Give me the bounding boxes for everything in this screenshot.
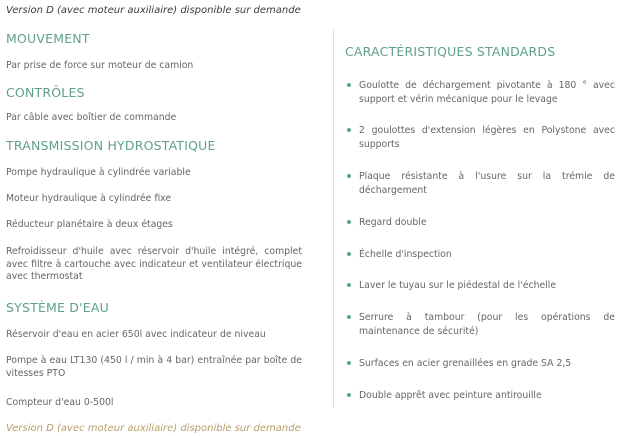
bullet-dot-icon [347, 83, 351, 87]
transmission-item-1: Pompe hydraulique à cylindrée variable [6, 167, 191, 178]
transmission-item-4: Refroidisseur d'huile avec réservoir d'huile intégré, complet avec filtre à cartouche avec indicateur et ventilateur électrique avec thermostat [6, 246, 302, 282]
transmission-item-3: Réducteur planétaire à deux étages [6, 219, 173, 230]
controles-item: Par câble avec boîtier de commande [6, 112, 177, 123]
column-divider [333, 30, 334, 408]
bullet-dot-icon [347, 315, 351, 319]
bullet-dot-icon [347, 283, 351, 287]
feature-item: Laver le tuyau sur le piédestal de l'échelle [347, 279, 615, 293]
bullet-dot-icon [347, 174, 351, 178]
feature-item: Regard double [347, 216, 615, 230]
section-title-transmission: TRANSMISSION HYDROSTATIQUE [6, 138, 216, 153]
transmission-item-2: Moteur hydraulique à cylindrée fixe [6, 193, 172, 204]
feature-item: Serrure à tambour (pour les opérations de maintenance de sécurité) [347, 311, 615, 338]
feature-item: Surfaces en acier grenaillées en grade SA 2,5 [347, 357, 615, 371]
section-title-controles: CONTRÔLES [6, 85, 85, 100]
standard-features-title: CARACTÉRISTIQUES STANDARDS [345, 44, 556, 59]
feature-item: Goulotte de déchargement pivotante à 180 ° avec support et vérin mécanique pour le levage [347, 79, 615, 106]
section-title-mouvement: MOUVEMENT [6, 31, 90, 46]
bullet-dot-icon [347, 220, 351, 224]
feature-item: Plaque résistante à l'usure sur la trémie de déchargement [347, 170, 615, 197]
bullet-dot-icon [347, 128, 351, 132]
feature-item: Double apprêt avec peinture antirouille [347, 389, 615, 403]
feature-item: Échelle d'inspection [347, 248, 615, 262]
eau-item-1: Réservoir d'eau en acier 650l avec indicateur de niveau [6, 329, 266, 340]
bullet-dot-icon [347, 361, 351, 365]
bullet-dot-icon [347, 252, 351, 256]
bottom-availability-note: Version D (avec moteur auxiliaire) disponible sur demande [6, 423, 301, 434]
top-availability-note: Version D (avec moteur auxiliaire) disponible sur demande [6, 5, 301, 16]
eau-item-2: Pompe à eau LT130 (450 l / min à 4 bar) entraînée par boîte de vitesses PTO [6, 355, 302, 379]
feature-item: 2 goulottes d'extension légères en Polystone avec supports [347, 124, 615, 151]
section-title-systeme-eau: SYSTÈME D'EAU [6, 300, 109, 315]
bullet-dot-icon [347, 393, 351, 397]
mouvement-item: Par prise de force sur moteur de camion [6, 60, 194, 71]
eau-item-3: Compteur d'eau 0-500l [6, 397, 114, 408]
